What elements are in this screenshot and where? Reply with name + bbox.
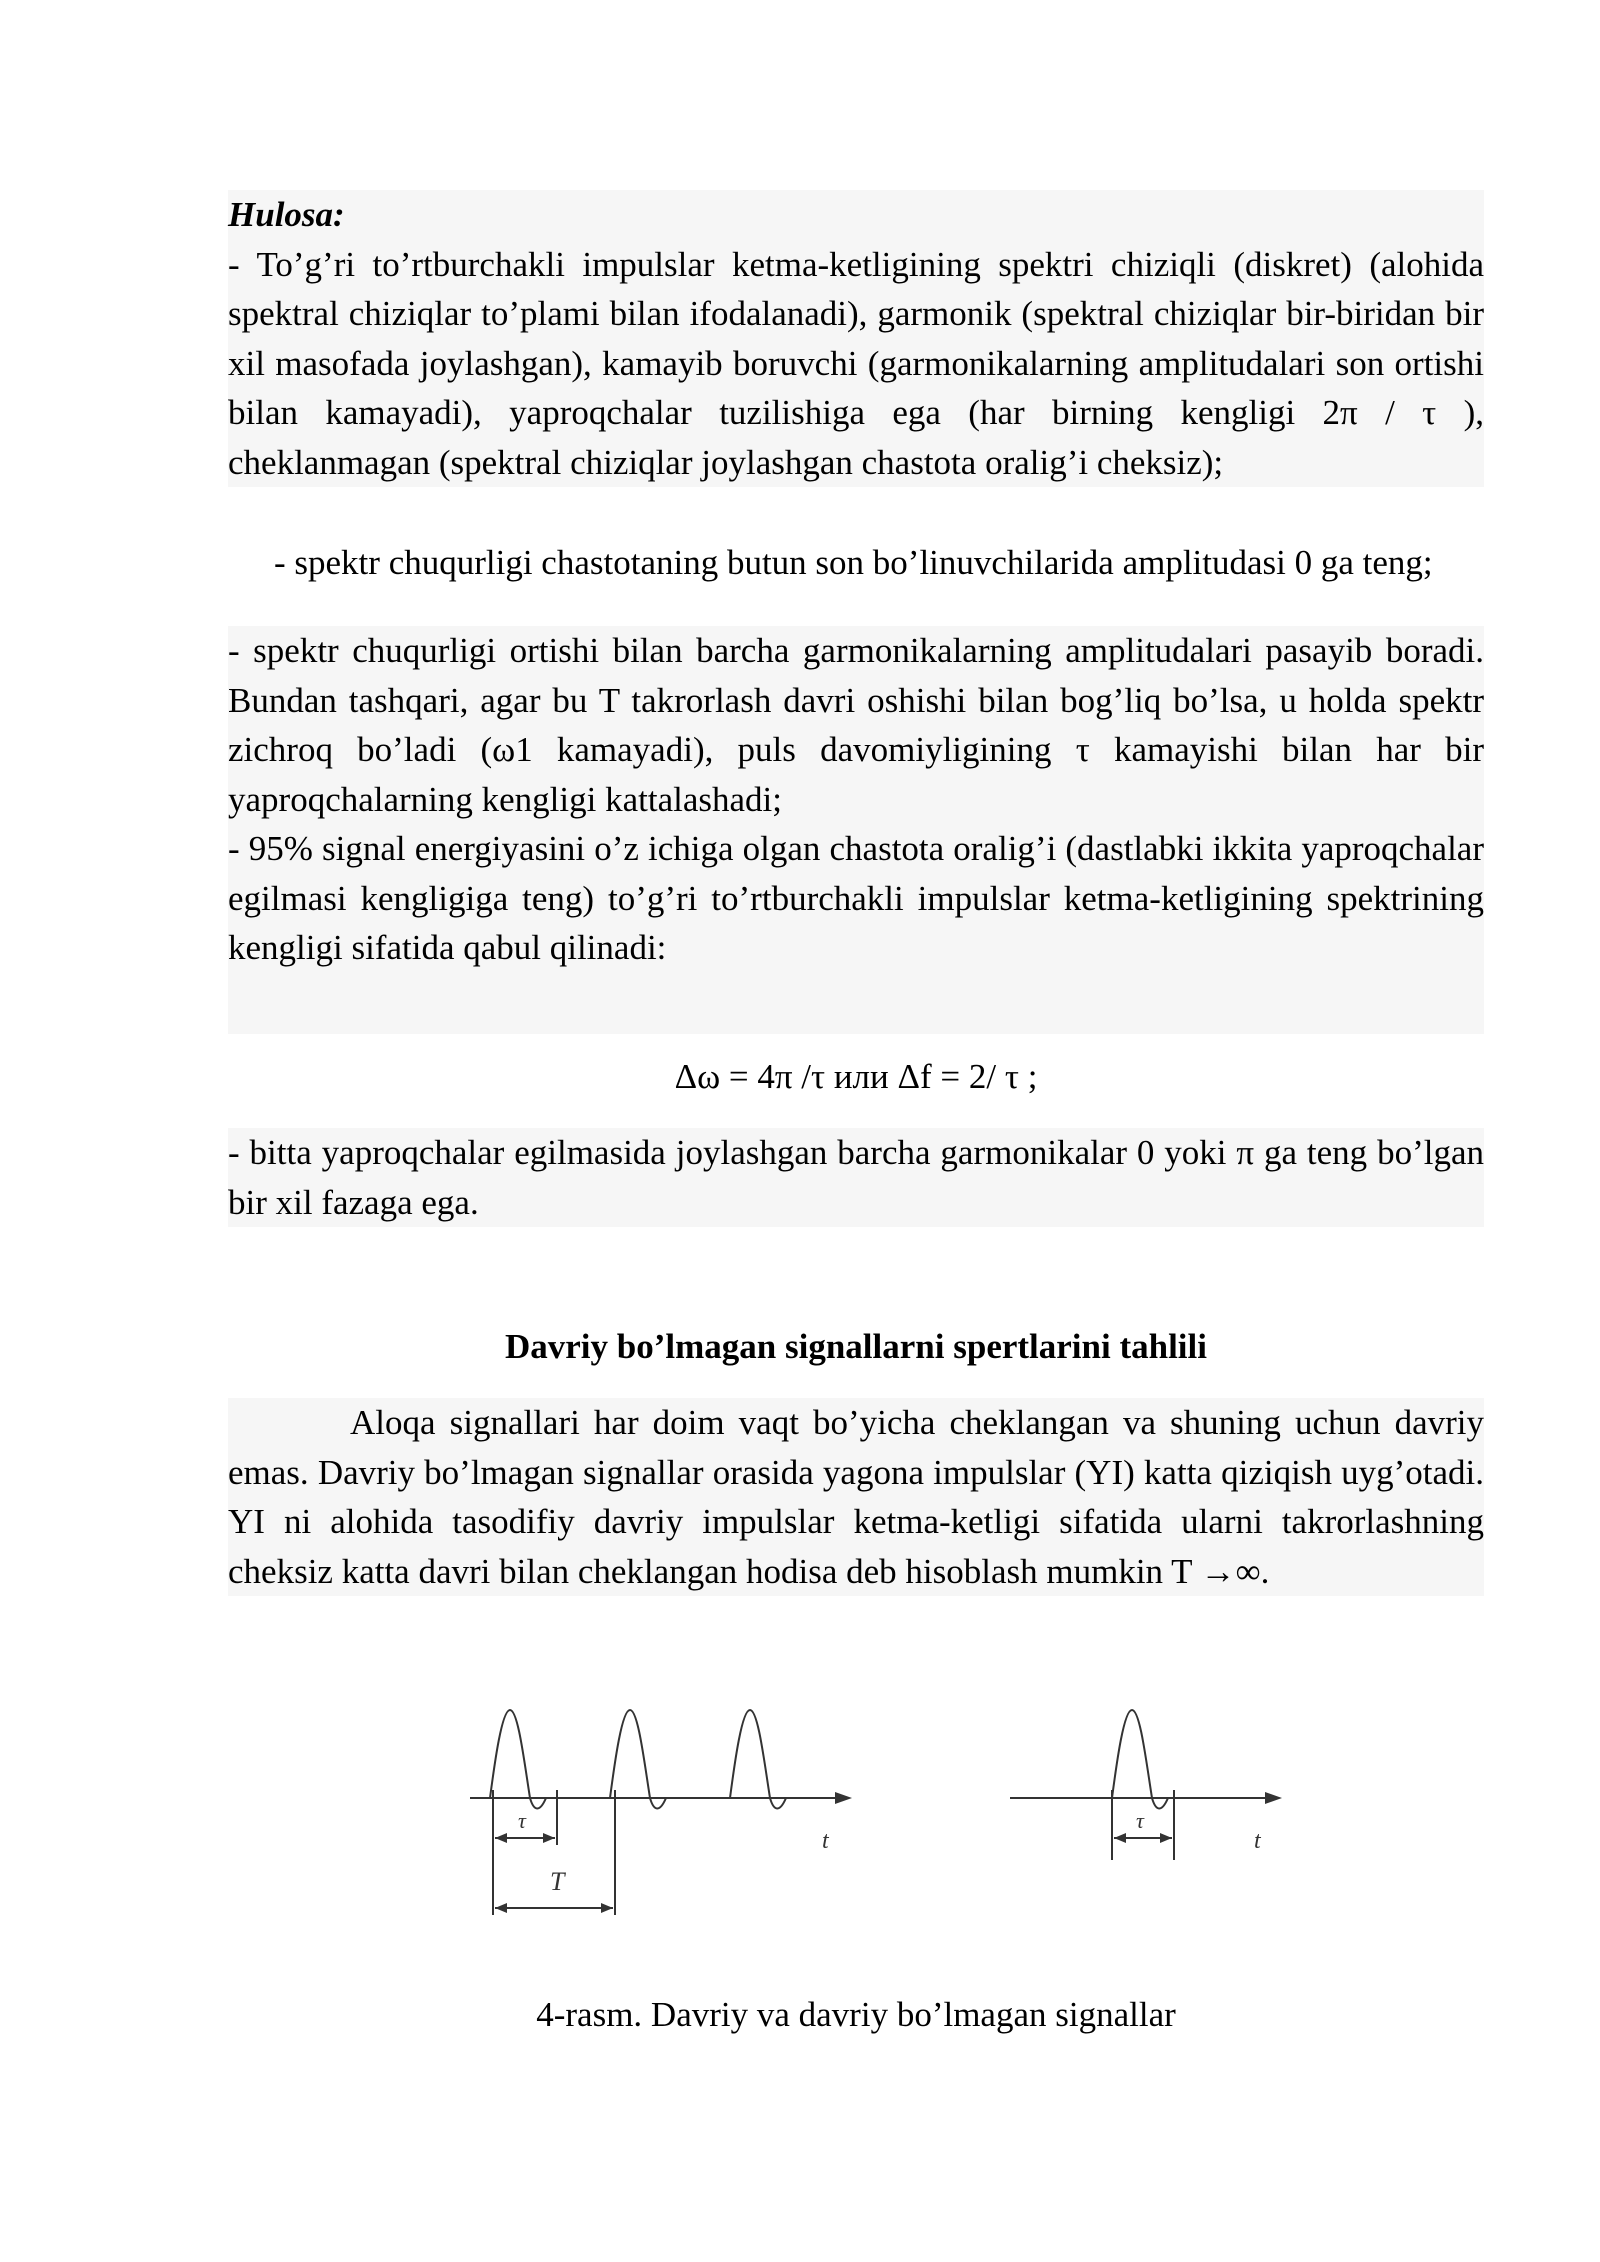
left-pulse-3	[730, 1710, 786, 1809]
left-period-label: T	[550, 1867, 565, 1896]
left-pulse-1	[490, 1710, 546, 1809]
signals-diagram	[460, 1700, 1320, 1950]
figure-caption: 4-rasm. Davriy va davriy bo’lmagan signallar	[536, 1995, 1176, 2034]
bandwidth-formula: Δω = 4π /τ или Δf = 2/ τ ;	[674, 1057, 1038, 1096]
section-paragraph-1: Aloqa signallari har doim vaqt bo’yicha cheklangan va shuning uchun davriy emas. Davriy bo’lmagan signallar orasida yagona impulslar (YI) katta qiziqish uyg’otadi. YI ni alohida tasodifiy davriy impulslar ketma-ketligi sifatida ularni takrorlashning cheksiz katta davri bilan cheklangan hodisa deb hisoblash mumkin T →∞.	[228, 1403, 1484, 1591]
conclusion-title: Hulosa:	[228, 195, 345, 234]
right-axis-arrowhead	[1265, 1792, 1282, 1804]
left-pulse-2	[610, 1710, 666, 1809]
conclusion-paragraph-3: - spektr chuqurligi ortishi bilan barcha garmonikalarning amplitudalari pasayib boradi. Bundan tashqari, agar bu T takrorlash davri oshishi bilan bog’liq bo’lsa, u holda spektr zichroq bo’ladi (ω1 kamayadi), puls davomiyligining τ kamayishi bilan har bir yaproqchalarning kengligi kattalashadi;	[228, 631, 1484, 819]
signals-figure	[460, 1700, 1320, 1950]
section-paragraph-block	[228, 1398, 1484, 1596]
conclusion-paragraph-5: - bitta yaproqchalar egilmasida joylashgan barcha garmonikalar 0 yoki π ga teng bo’lgan bir xil fazaga ega.	[228, 1133, 1484, 1222]
right-tau-label: τ	[1136, 1808, 1144, 1833]
left-time-label: t	[822, 1828, 829, 1854]
left-axis-arrowhead	[835, 1792, 852, 1804]
conclusion-paragraph-3-block	[228, 626, 1484, 824]
conclusion-paragraph-4: - 95% signal energiyasini o’z ichiga olgan chastota oralig’i (dastlabki ikkita yaproqchalar egilmasi kengligiga teng) to’g’ri to’rtburchakli impulslar ketma-ketligining spektrining kengligi sifatida qabul qilinadi:	[228, 829, 1484, 967]
right-time-label: t	[1254, 1828, 1261, 1854]
conclusion-paragraph-4-block	[228, 824, 1484, 1034]
conclusion-paragraph-2: - spektr chuqurligi chastotaning butun son bo’linuvchilarida amplitudasi 0 ga teng;	[274, 543, 1433, 582]
conclusion-block	[228, 190, 1484, 487]
right-pulse	[1112, 1710, 1168, 1809]
conclusion-paragraph-2-block	[228, 538, 1484, 588]
left-tau-label: τ	[518, 1808, 526, 1833]
conclusion-paragraph-1: - To’g’ri to’rtburchakli impulslar ketma-ketligining spektri chiziqli (diskret) (alohida spektral chiziqlar to’plami bilan ifodalanadi), garmonik (spektral chiziqlar bir-biridan bir xil masofada joylashgan), kamayib boruvchi (garmonikalarning amplitudalari son ortishi bilan kamayadi), yaproqchalar tuzilishiga ega (har birning kengligi 2π / τ ), cheklanmagan (spektral chiziqlar joylashgan chastota oralig’i cheksiz);	[228, 244, 1484, 482]
section-heading: Davriy bo’lmagan signallarni spertlarini tahlili	[505, 1327, 1207, 1366]
conclusion-paragraph-5-block	[228, 1128, 1484, 1227]
